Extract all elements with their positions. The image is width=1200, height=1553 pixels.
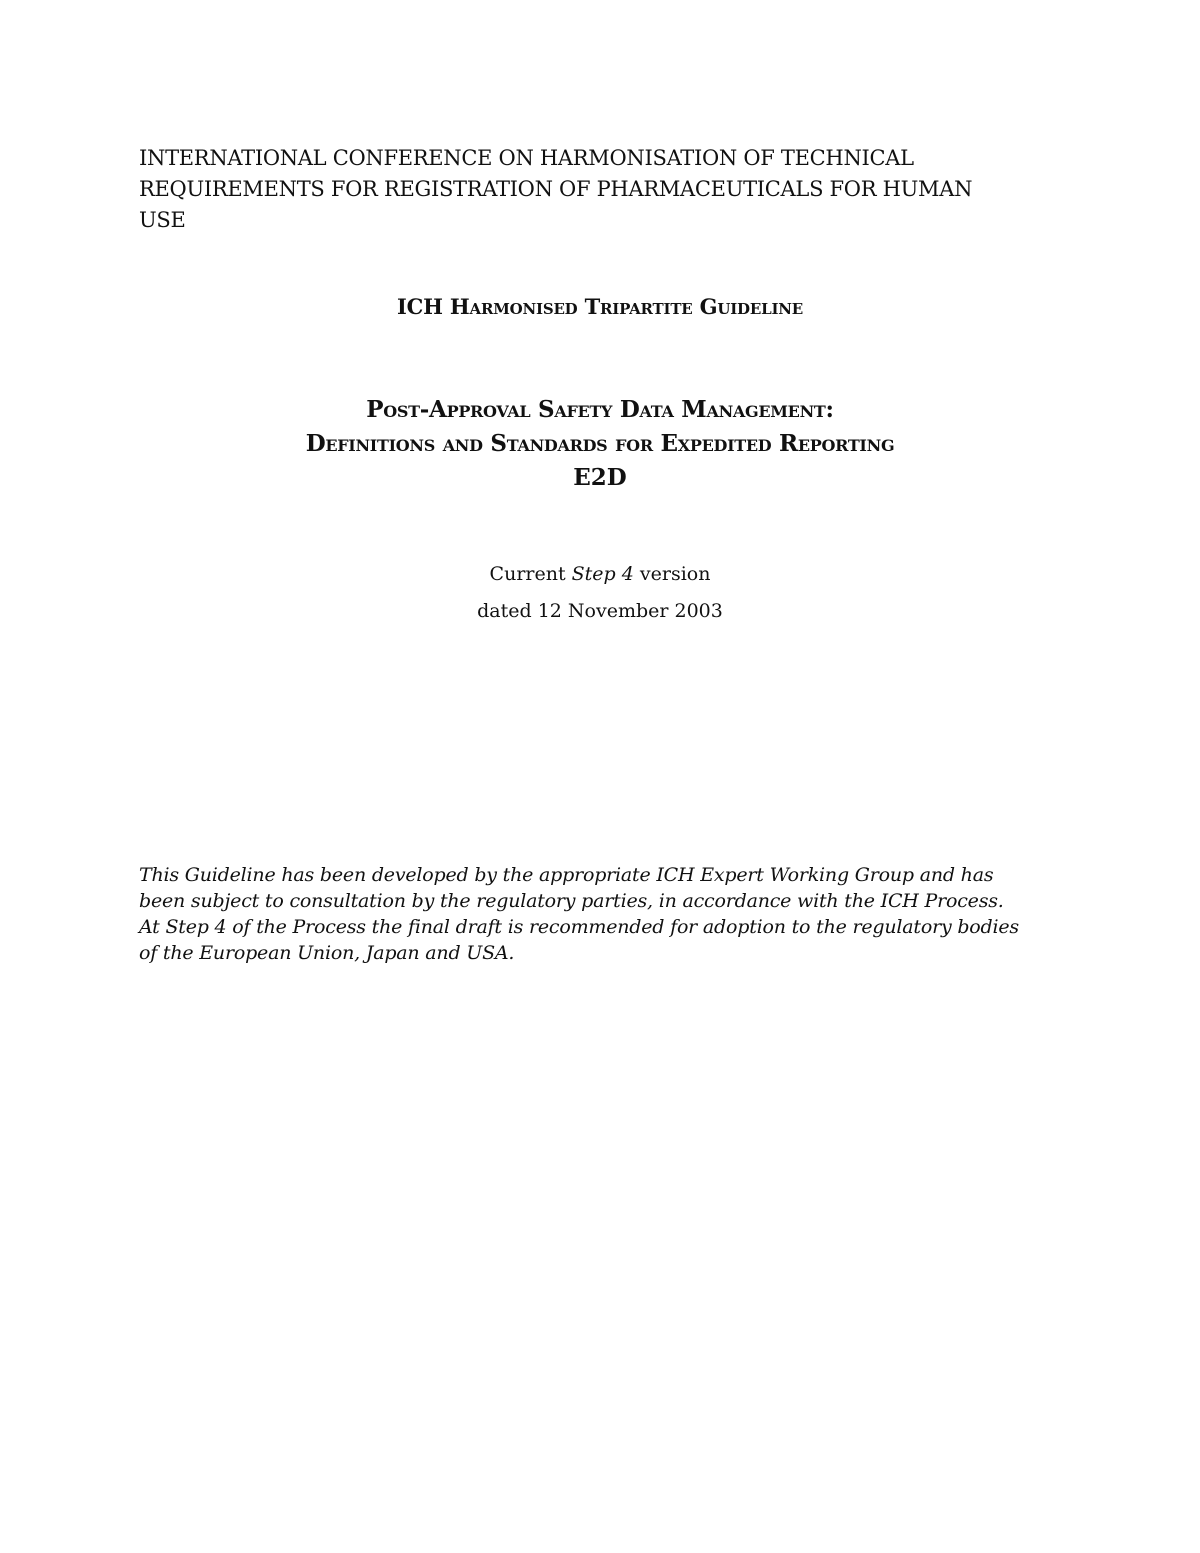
organization-heading-line-3: USE	[139, 208, 186, 232]
guideline-note-line-3: At Step 4 of the Process the final draft is recommended for adoption to the regulatory bodies	[139, 916, 1019, 938]
guideline-type: ICH Harmonised Tripartite Guideline	[396, 294, 804, 319]
version-prefix: Current	[489, 563, 572, 585]
organization-heading-line-2: REQUIREMENTS FOR REGISTRATION OF PHARMACEUTICALS FOR HUMAN	[139, 177, 973, 201]
version-date: dated 12 November 2003	[477, 600, 723, 622]
guideline-note-line-2: been subject to consultation by the regulatory parties, in accordance with the ICH Process.	[139, 890, 1004, 912]
version-line	[0, 561, 1200, 587]
document-title-line-1: Post-Approval Safety Data Management:	[366, 396, 834, 423]
version-suffix: version	[633, 563, 711, 585]
guideline-note-line-1: This Guideline has been developed by the appropriate ICH Expert Working Group and has	[139, 864, 994, 886]
organization-heading-line-1: INTERNATIONAL CONFERENCE ON HARMONISATION OF TECHNICAL	[139, 146, 914, 170]
organization-heading	[139, 143, 1079, 236]
document-title-line-2: Definitions and Standards for Expedited Reporting	[305, 430, 895, 457]
document-code: E2D	[573, 464, 627, 491]
guideline-note-line-4: of the European Union, Japan and USA.	[139, 942, 515, 964]
version-step: Step 4	[571, 563, 634, 585]
guideline-note	[139, 862, 1069, 966]
document-title	[0, 393, 1200, 461]
